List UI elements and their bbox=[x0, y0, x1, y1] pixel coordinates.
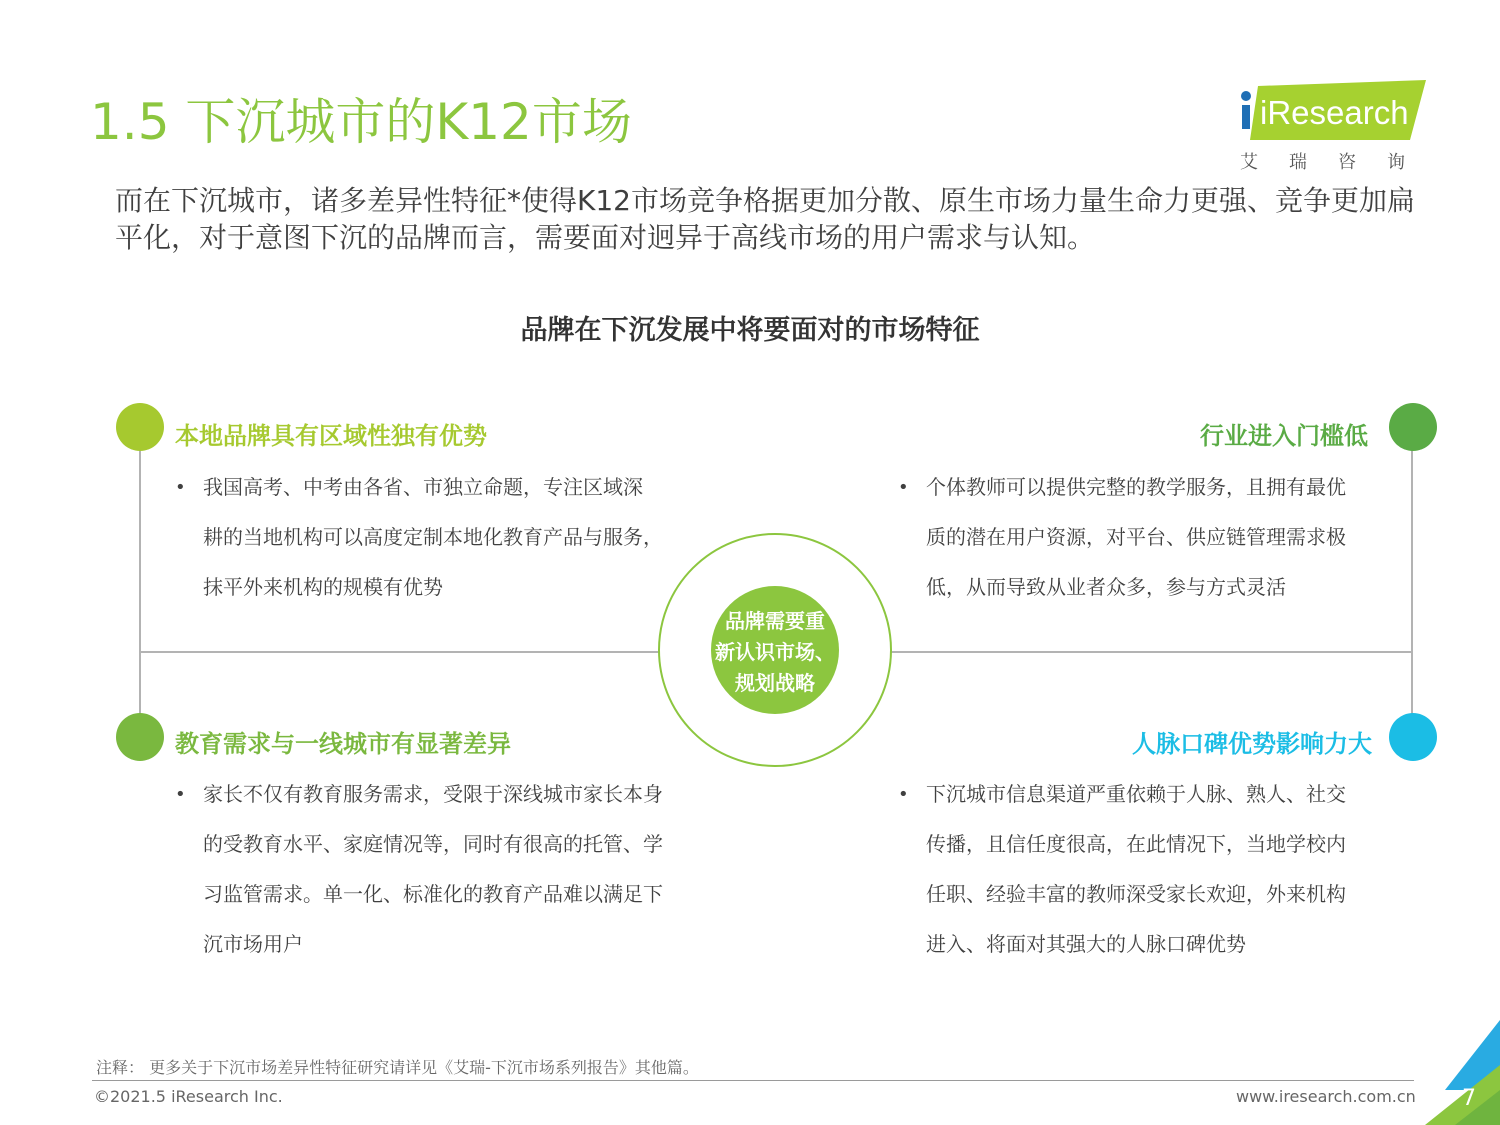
bottom-left-bullet: • bbox=[175, 784, 186, 805]
top-left-line: 我国高考、中考由各省、市独立命题，专注区域深 bbox=[203, 475, 643, 499]
top-right-line: 个体教师可以提供完整的教学服务，且拥有最优 bbox=[926, 475, 1346, 499]
top-right-title: 行业进入门槛低 bbox=[1200, 422, 1368, 450]
bottom-left-line: 沉市场用户 bbox=[203, 932, 303, 956]
corner-decoration bbox=[1420, 1020, 1500, 1125]
bottom-right-line: 进入、将面对其强大的人脉口碑优势 bbox=[926, 932, 1246, 956]
bottom-right-line: 下沉城市信息渠道严重依赖于人脉、熟人、社交 bbox=[926, 782, 1346, 806]
center-text-line: 规划战略 bbox=[735, 671, 815, 695]
bottom-left-line: 家长不仅有教育服务需求，受限于深线城市家长本身 bbox=[203, 782, 663, 806]
right-connector-line bbox=[1411, 450, 1413, 736]
center-text-line: 品牌需要重 bbox=[725, 609, 825, 633]
bottom-left-dot bbox=[116, 713, 164, 761]
website-url: www.iresearch.com.cn bbox=[1236, 1087, 1416, 1106]
intro-paragraph: 而在下沉城市，诸多差异性特征*使得K12市场竞争格据更加分散、原生市场力量生命力更强、竞争更加扁平化，对于意图下沉的品牌而言，需要面对迥异于高线市场的用户需求与认知。 bbox=[115, 184, 1415, 254]
bottom-right-body bbox=[926, 769, 1386, 969]
top-left-line: 耕的当地机构可以高度定制本地化教育产品与服务， bbox=[203, 525, 663, 549]
top-right-dot bbox=[1389, 403, 1437, 451]
top-left-body bbox=[203, 462, 703, 612]
bottom-right-bullet: • bbox=[898, 784, 909, 805]
top-left-dot bbox=[116, 403, 164, 451]
footer-divider bbox=[92, 1080, 1414, 1081]
bottom-right-dot bbox=[1389, 713, 1437, 761]
left-horizontal-line bbox=[140, 651, 660, 653]
center-text-line: 新认识市场、 bbox=[715, 640, 835, 664]
top-right-body bbox=[926, 462, 1386, 612]
top-left-title: 本地品牌具有区域性独有优势 bbox=[175, 422, 487, 450]
bottom-right-line: 传播，且信任度很高，在此情况下，当地学校内 bbox=[926, 832, 1346, 856]
right-horizontal-line bbox=[890, 651, 1412, 653]
top-left-line: 抹平外来机构的规模有优势 bbox=[203, 575, 443, 599]
top-right-line: 质的潜在用户资源，对平台、供应链管理需求极 bbox=[926, 525, 1346, 549]
left-connector-line bbox=[139, 450, 141, 736]
top-right-line: 低，从而导致从业者众多，参与方式灵活 bbox=[926, 575, 1286, 599]
bottom-left-line: 习监管需求。单一化、标准化的教育产品难以满足下 bbox=[203, 882, 663, 906]
bottom-right-title: 人脉口碑优势影响力大 bbox=[1132, 730, 1372, 758]
copyright: ©2021.5 iResearch Inc. bbox=[94, 1087, 283, 1106]
bottom-left-body bbox=[203, 769, 703, 969]
logo-wordmark: iResearch bbox=[1260, 94, 1409, 131]
bottom-left-title: 教育需求与一线城市有显著差异 bbox=[175, 730, 511, 758]
logo-tagline: 艾瑞咨询 bbox=[1240, 152, 1436, 173]
page-number: 7 bbox=[1462, 1086, 1476, 1111]
bottom-left-line: 的受教育水平、家庭情况等，同时有很高的托管、学 bbox=[203, 832, 663, 856]
top-right-bullet: • bbox=[898, 477, 909, 498]
page-title: 1.5 下沉城市的K12市场 bbox=[90, 93, 632, 151]
bottom-right-line: 任职、经验丰富的教师深受家长欢迎，外来机构 bbox=[926, 882, 1346, 906]
top-left-bullet: • bbox=[175, 477, 186, 498]
center-text bbox=[698, 606, 852, 699]
section-heading: 品牌在下沉发展中将要面对的市场特征 bbox=[520, 315, 980, 346]
footnote: 注释： 更多关于下沉市场差异性特征研究请详见《艾瑞-下沉市场系列报告》其他篇。 bbox=[96, 1058, 699, 1077]
